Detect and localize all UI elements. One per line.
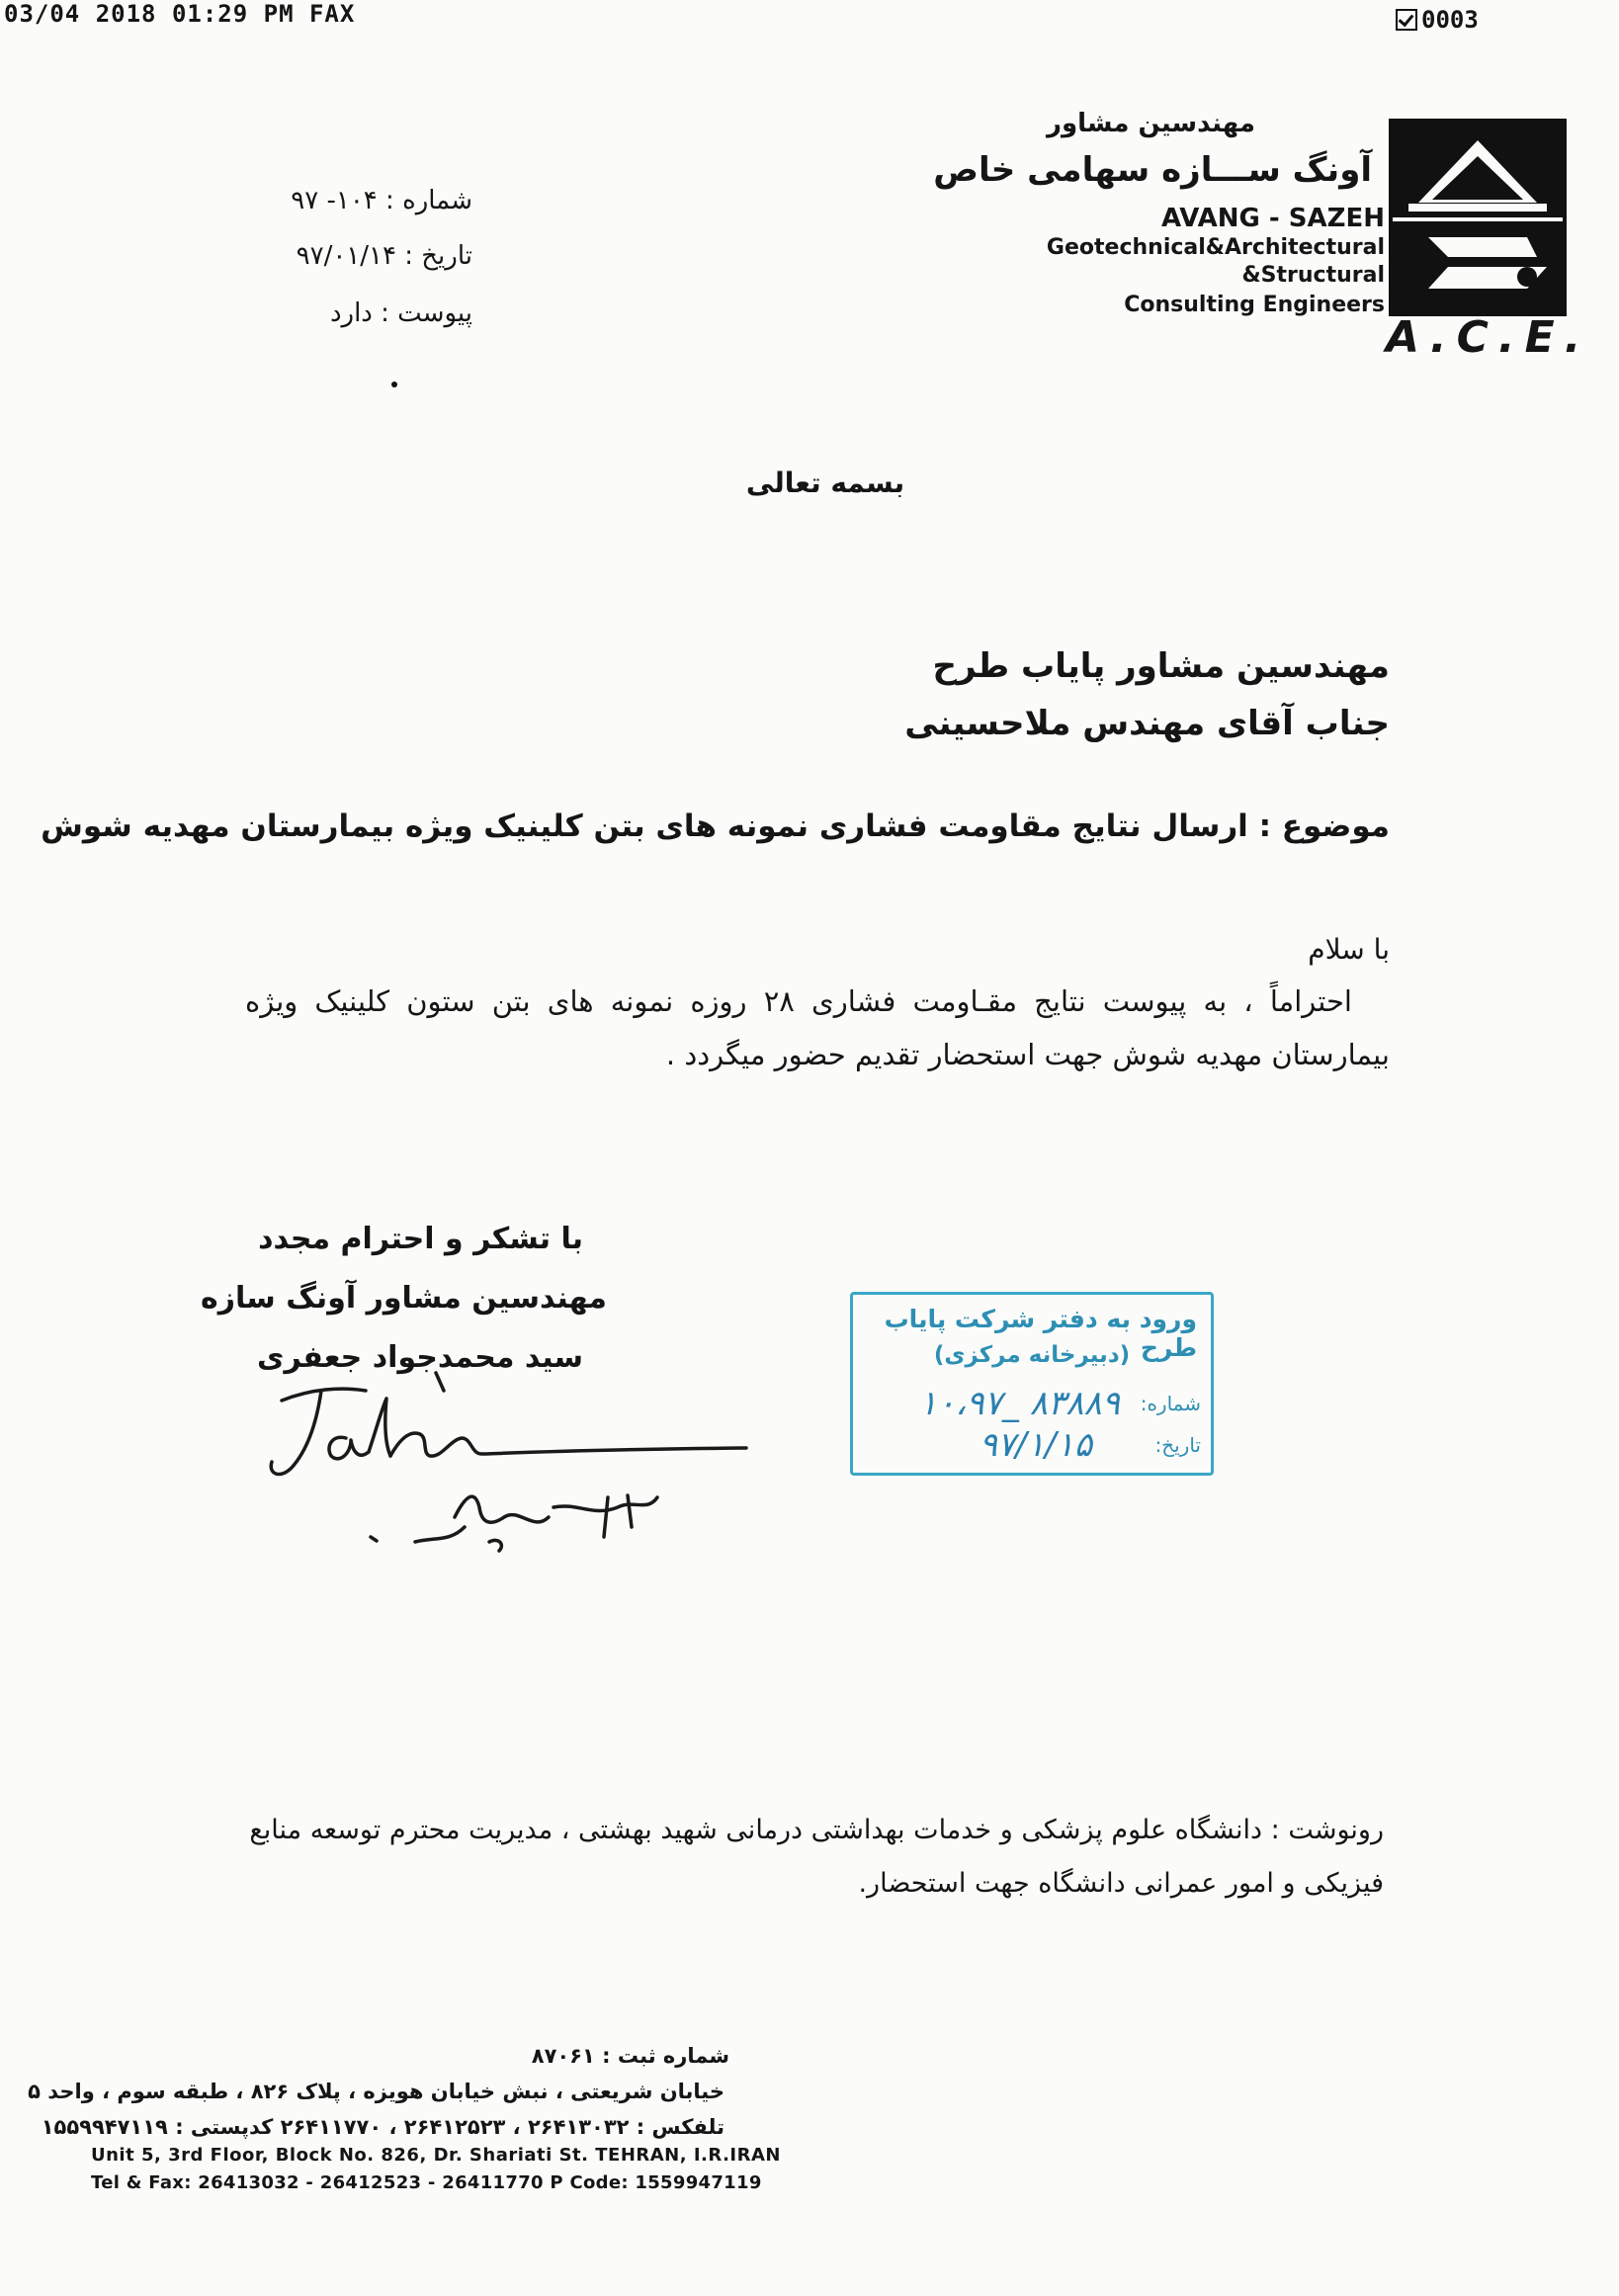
company-name-persian: آونگ ســـازه سهامی خاص — [933, 150, 1372, 190]
company-description-line-2: &Structural — [1241, 263, 1385, 288]
letter-body-line-1: احتراماً ، به پیوست نتایج مقـاومت فشاری ۲۸ روزه نمونه های بتن ستون کلینیک ویژه — [245, 984, 1352, 1018]
footer-registration-number: شماره ثبت : ۸۷۰۶۱ — [531, 2044, 729, 2068]
fax-header-timestamp: 03/04 2018 01:29 PM FAX — [4, 0, 356, 28]
company-description-line-1: Geotechnical&Architectural — [1046, 235, 1385, 260]
checkbox-icon — [1396, 9, 1417, 31]
letter-subject: موضوع : ارسال نتایج مقاومت فشاری نمونه های بتن کلینیک ویژه بیمارستان مهدیه شوش — [41, 808, 1390, 844]
footer-phone-persian: تلفکس : ۲۶۴۱۳۰۳۲ ، ۲۶۴۱۲۵۲۳ ، ۲۶۴۱۱۷۷۰ کدپستی : ۱۵۵۹۹۴۷۱۱۹ — [41, 2115, 724, 2139]
letter-number: شماره : ۱۰۴- ۹۷ — [291, 186, 472, 215]
footer-address-english: Unit 5, 3rd Floor, Block No. 826, Dr. Shariati St. TEHRAN, I.R.IRAN — [91, 2145, 781, 2166]
letter-body-line-2: بیمارستان مهدیه شوش جهت استحضار تقدیم حضور میگردد . — [665, 1038, 1390, 1071]
stamp-date-value: ۹۷/۱/۱۵ — [979, 1425, 1092, 1465]
basmala: بسمه تعالی — [745, 467, 905, 499]
stamp-date-label: تاریخ: — [1154, 1433, 1201, 1457]
stamp-number-value: ۱۰،۹۷_ ۸۳۸۸۹ — [918, 1384, 1120, 1423]
stamp-title: ورود به دفتر شرکت پایاب طرح — [884, 1305, 1197, 1362]
fax-page-label: 0003 — [1421, 6, 1479, 34]
company-title-persian: مهندسین مشاور — [1047, 109, 1255, 138]
addressee-company: مهندسین مشاور پایاب طرح — [932, 646, 1390, 686]
company-description-line-3: Consulting Engineers — [1124, 293, 1385, 317]
signatory-name: سید محمدجواد جعفری — [256, 1340, 583, 1375]
letter-greeting: با سلام — [1308, 933, 1390, 966]
ink-dot — [391, 382, 397, 387]
closing-phrase: با تشکر و احترام مجدد — [258, 1222, 583, 1256]
stamp-subtitle: (دبیرخانه مرکزی) — [933, 1342, 1131, 1368]
received-stamp — [850, 1292, 1214, 1476]
letter-attachment: پیوست : دارد — [329, 298, 472, 328]
addressee-person: جناب آقای مهندس ملاحسینی — [904, 704, 1390, 743]
company-name-english: AVANG - SAZEH — [1160, 204, 1385, 233]
footer-address-persian: خیابان شریعتی ، نبش خیابان هویزه ، پلاک ۸۲۶ ، طبقه سوم ، واحد ۵ — [28, 2080, 724, 2103]
fax-page-number — [1396, 6, 1479, 34]
company-abbreviation: A.C.E. — [1386, 312, 1591, 363]
company-logo — [1389, 119, 1567, 316]
cc-line-1: رونوشت : دانشگاه علوم پزشکی و خدمات بهداشتی درمانی شهید بهشتی ، مدیریت محترم توسعه منابع — [249, 1815, 1384, 1845]
cc-line-2: فیزیکی و امور عمرانی دانشگاه جهت استحضار. — [858, 1868, 1384, 1899]
footer-phone-english: Tel & Fax: 26413032 - 26412523 - 26411770 P Code: 1559947119 — [91, 2172, 762, 2193]
handwritten-signature — [252, 1369, 766, 1586]
stamp-number-label: شماره: — [1140, 1392, 1201, 1415]
letter-date: تاریخ : ۹۷/۰۱/۱۴ — [296, 241, 472, 271]
signatory-company: مهندسین مشاور آونگ سازه — [201, 1281, 607, 1316]
